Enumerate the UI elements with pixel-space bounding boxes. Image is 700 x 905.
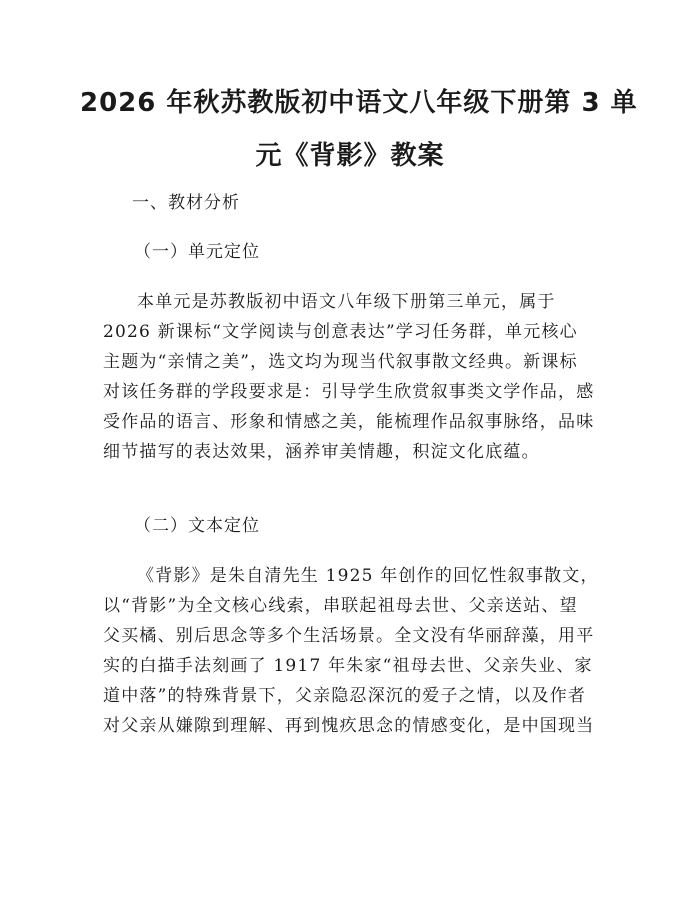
paragraph-text-positioning: [103, 561, 613, 741]
paragraph-line: 受作品的语言、形象和情感之美，能梳理作品叙事脉络，品味: [103, 412, 595, 432]
subsection-heading-text-positioning: （二）文本定位: [134, 516, 260, 536]
paragraph-line: 细节描写的表达效果，涵养审美情趣，积淀文化底蕴。: [103, 442, 540, 462]
paragraph-unit-positioning: [103, 287, 613, 467]
paragraph-line: 实的白描手法刻画了 1917 年朱家“祖母去世、父亲失业、家: [103, 656, 593, 676]
document-title-line-1: 2026 年秋苏教版初中语文八年级下册第 3 单: [80, 88, 638, 118]
paragraph-line: 主题为“亲情之美”，选文均为现当代叙事散文经典。新课标: [103, 352, 578, 372]
paragraph-line: 父买橘、别后思念等多个生活场景。全文没有华丽辞藻，用平: [103, 626, 595, 646]
paragraph-line: 以“背影”为全文核心线索，串联起祖母去世、父亲送站、望: [103, 596, 578, 616]
paragraph-line: 道中落”的特殊背景下，父亲隐忍深沉的爱子之情，以及作者: [103, 686, 587, 706]
paragraph-line: 本单元是苏教版初中语文八年级下册第三单元，属于: [137, 292, 556, 312]
paragraph-line: 2026 新课标“文学阅读与创意表达”学习任务群，单元核心: [103, 322, 578, 342]
paragraph-line: 《背影》是朱自清先生 1925 年创作的回忆性叙事散文，: [137, 566, 599, 586]
document-title-line-2: 元《背影》教案: [255, 141, 445, 171]
paragraph-line: 对父亲从嫌隙到理解、再到愧疚思念的情感变化，是中国现当: [103, 716, 595, 736]
subsection-heading-unit-positioning: （一）单元定位: [134, 242, 260, 262]
section-heading-textbook-analysis: 一、教材分析: [132, 193, 240, 213]
paragraph-line: 对该任务群的学段要求是：引导学生欣赏叙事类文学作品，感: [103, 382, 595, 402]
